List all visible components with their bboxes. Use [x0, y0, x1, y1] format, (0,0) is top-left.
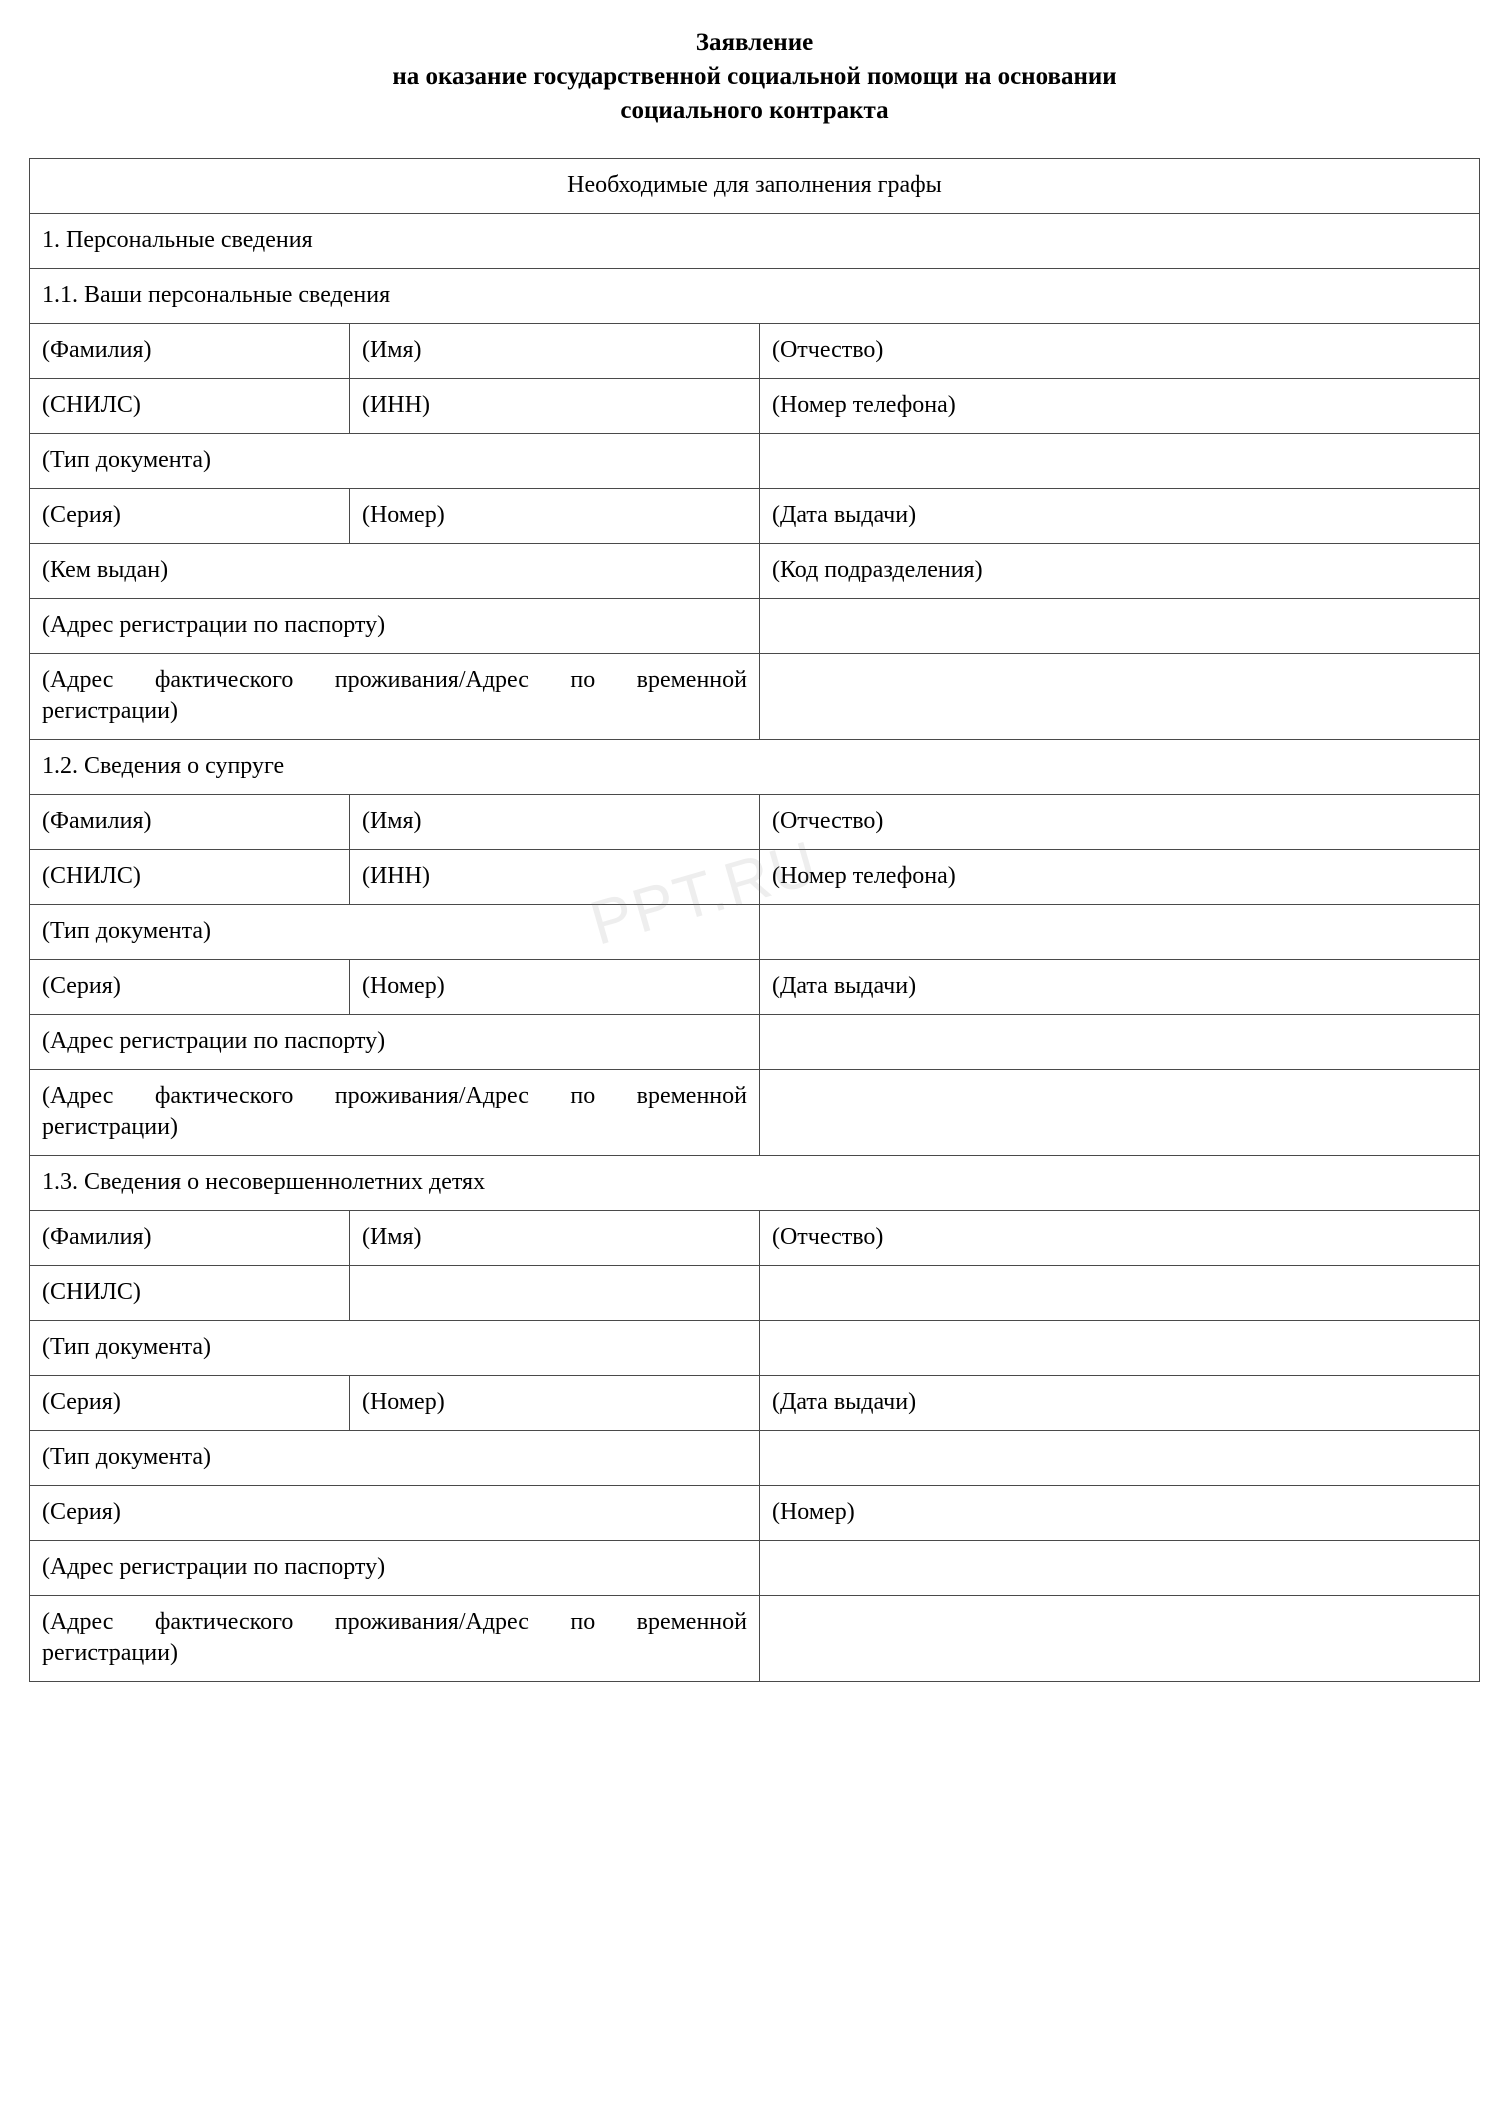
table-row — [29, 544, 1479, 599]
table-row — [29, 740, 1479, 795]
table-row — [29, 795, 1479, 850]
table-row — [29, 1596, 1479, 1682]
field-label-inn[interactable]: (ИНН) — [349, 379, 759, 434]
table-row — [29, 434, 1479, 489]
watermark: PPT.RU — [582, 828, 826, 959]
table-row — [29, 214, 1479, 269]
field-label-series[interactable]: (Серия) — [29, 489, 349, 544]
child-field-label-issue-date[interactable]: (Дата выдачи) — [759, 1376, 1479, 1431]
field-label-surname[interactable]: (Фамилия) — [29, 324, 349, 379]
spouse-field-label-surname[interactable]: (Фамилия) — [29, 795, 349, 850]
spouse-field-label-snils[interactable]: (СНИЛС) — [29, 850, 349, 905]
field-label-doc-type[interactable]: (Тип документа) — [29, 434, 759, 489]
field-label-division-code[interactable]: (Код подразделения) — [759, 544, 1479, 599]
section-title-1-3: 1.3. Сведения о несовершеннолетних детях — [29, 1156, 1479, 1211]
child-field-label-surname[interactable]: (Фамилия) — [29, 1211, 349, 1266]
child-field-empty-2[interactable] — [759, 1266, 1479, 1321]
child-field-label-snils[interactable]: (СНИЛС) — [29, 1266, 349, 1321]
field-label-issue-date[interactable]: (Дата выдачи) — [759, 489, 1479, 544]
table-row — [29, 324, 1479, 379]
spouse-field-label-doc-type[interactable]: (Тип документа) — [29, 905, 759, 960]
child-field-label-doc-type-2[interactable]: (Тип документа) — [29, 1431, 759, 1486]
field-label-number[interactable]: (Номер) — [349, 489, 759, 544]
spouse-field-label-issue-date[interactable]: (Дата выдачи) — [759, 960, 1479, 1015]
table-row — [29, 159, 1479, 214]
child-field-value-actual-address[interactable] — [759, 1596, 1479, 1682]
field-label-issued-by[interactable]: (Кем выдан) — [29, 544, 759, 599]
spouse-field-label-actual-address[interactable]: (Адрес фактического проживания/Адрес по временной регистрации) — [29, 1070, 759, 1156]
table-row — [29, 905, 1479, 960]
table-row — [29, 269, 1479, 324]
spouse-field-label-series[interactable]: (Серия) — [29, 960, 349, 1015]
table-row — [29, 1266, 1479, 1321]
field-value-doc-type[interactable] — [759, 434, 1479, 489]
spouse-field-label-passport-address[interactable]: (Адрес регистрации по паспорту) — [29, 1015, 759, 1070]
child-field-label-actual-address[interactable]: (Адрес фактического проживания/Адрес по временной регистрации) — [29, 1596, 759, 1682]
spouse-field-label-number[interactable]: (Номер) — [349, 960, 759, 1015]
form-table-body — [29, 159, 1479, 1682]
table-header-cell: Необходимые для заполнения графы — [29, 159, 1479, 214]
field-label-phone[interactable]: (Номер телефона) — [759, 379, 1479, 434]
field-value-actual-address[interactable] — [759, 654, 1479, 740]
field-label-patronymic[interactable]: (Отчество) — [759, 324, 1479, 379]
child-field-label-series-2[interactable]: (Серия) — [29, 1486, 759, 1541]
spouse-field-value-actual-address[interactable] — [759, 1070, 1479, 1156]
spouse-field-label-patronymic[interactable]: (Отчество) — [759, 795, 1479, 850]
table-row — [29, 1015, 1479, 1070]
section-title-1-2: 1.2. Сведения о супруге — [29, 740, 1479, 795]
child-field-value-doc-type-1[interactable] — [759, 1321, 1479, 1376]
section-title-1: 1. Персональные сведения — [29, 214, 1479, 269]
table-row — [29, 1156, 1479, 1211]
child-field-label-doc-type-1[interactable]: (Тип документа) — [29, 1321, 759, 1376]
form-table-container — [28, 158, 1481, 1682]
child-field-label-firstname[interactable]: (Имя) — [349, 1211, 759, 1266]
table-row — [29, 1431, 1479, 1486]
child-field-value-doc-type-2[interactable] — [759, 1431, 1479, 1486]
table-row — [29, 1376, 1479, 1431]
table-row — [29, 489, 1479, 544]
table-row — [29, 1211, 1479, 1266]
spouse-field-label-firstname[interactable]: (Имя) — [349, 795, 759, 850]
table-row — [29, 379, 1479, 434]
form-table — [29, 158, 1480, 1682]
spouse-field-label-phone[interactable]: (Номер телефона) — [759, 850, 1479, 905]
table-row — [29, 1070, 1479, 1156]
child-field-label-passport-address[interactable]: (Адрес регистрации по паспорту) — [29, 1541, 759, 1596]
child-field-empty-1[interactable] — [349, 1266, 759, 1321]
spouse-field-value-doc-type[interactable] — [759, 905, 1479, 960]
table-row — [29, 1541, 1479, 1596]
field-label-passport-address[interactable]: (Адрес регистрации по паспорту) — [29, 599, 759, 654]
page-title — [235, 26, 1275, 128]
table-row — [29, 599, 1479, 654]
field-value-passport-address[interactable] — [759, 599, 1479, 654]
page-title-line-2: на оказание государственной социальной помощи на основании — [392, 63, 1117, 90]
table-row — [29, 960, 1479, 1015]
field-label-firstname[interactable]: (Имя) — [349, 324, 759, 379]
spouse-field-label-inn[interactable]: (ИНН) — [349, 850, 759, 905]
table-row — [29, 654, 1479, 740]
child-field-label-series-1[interactable]: (Серия) — [29, 1376, 349, 1431]
spouse-field-value-passport-address[interactable] — [759, 1015, 1479, 1070]
page-title-line-3: социального контракта — [620, 97, 889, 124]
child-field-value-passport-address[interactable] — [759, 1541, 1479, 1596]
table-row — [29, 1486, 1479, 1541]
page-title-line-1: Заявление — [695, 29, 814, 56]
child-field-label-number-1[interactable]: (Номер) — [349, 1376, 759, 1431]
table-row — [29, 850, 1479, 905]
table-row — [29, 1321, 1479, 1376]
field-label-actual-address[interactable]: (Адрес фактического проживания/Адрес по временной регистрации) — [29, 654, 759, 740]
child-field-label-number-2[interactable]: (Номер) — [759, 1486, 1479, 1541]
field-label-snils[interactable]: (СНИЛС) — [29, 379, 349, 434]
child-field-label-patronymic[interactable]: (Отчество) — [759, 1211, 1479, 1266]
section-title-1-1: 1.1. Ваши персональные сведения — [29, 269, 1479, 324]
